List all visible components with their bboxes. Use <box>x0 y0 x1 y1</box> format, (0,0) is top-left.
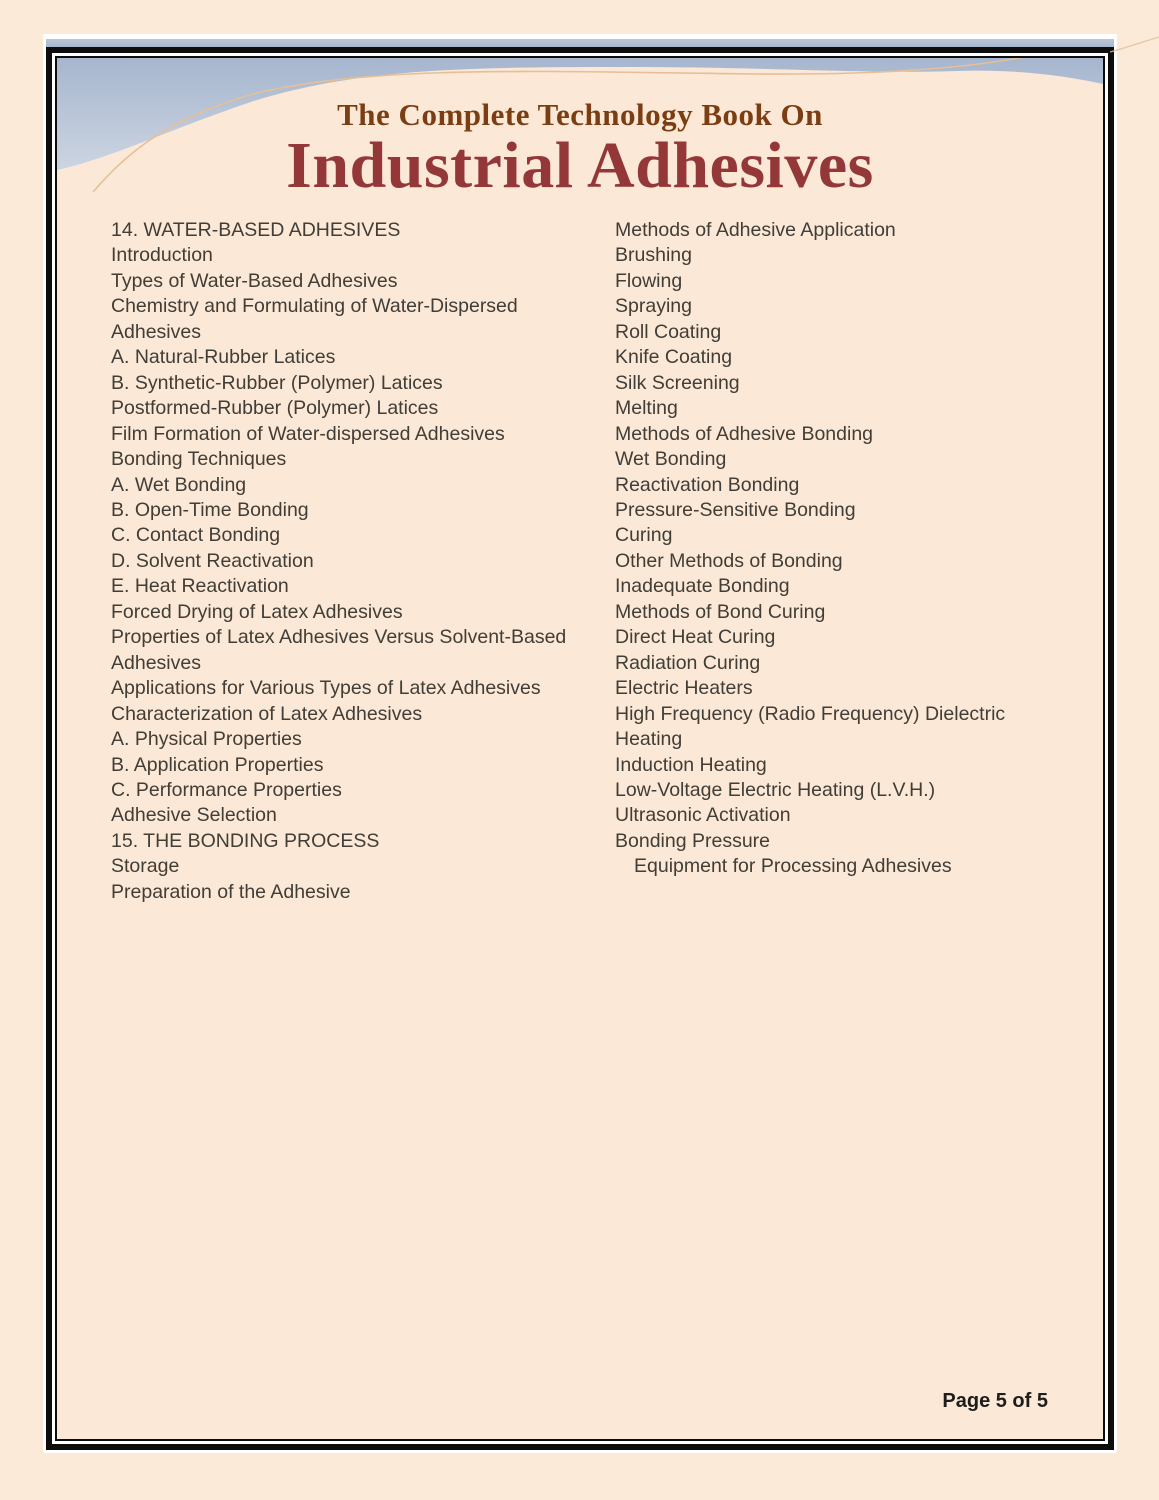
toc-entry: B. Open-Time Bonding <box>111 498 309 521</box>
toc-entry: Forced Drying of Latex Adhesives <box>111 600 403 623</box>
toc-entry: Methods of Adhesive Bonding <box>615 422 874 445</box>
toc-entry: C. Performance Properties <box>111 778 342 801</box>
toc-entry: E. Heat Reactivation <box>111 575 289 598</box>
toc-entry: Methods of Bond Curing <box>615 600 826 623</box>
toc-entry: Wet Bonding <box>615 448 727 471</box>
toc-entry: Electric Heaters <box>615 677 753 700</box>
toc-entry: 15. THE BONDING PROCESS <box>111 829 380 852</box>
toc-entry: Low-Voltage Electric Heating (L.V.H.) <box>615 778 936 801</box>
toc-entry: Methods of Adhesive Application <box>615 219 896 241</box>
toc-entry: Other Methods of Bonding <box>615 549 843 572</box>
toc-entry: Storage <box>111 855 180 878</box>
table-of-contents <box>111 218 1093 905</box>
toc-entry: Heating <box>615 728 683 751</box>
page-frame-inner-border <box>55 56 1105 1441</box>
toc-entry: Melting <box>615 397 678 420</box>
toc-entry: Introduction <box>111 244 213 267</box>
toc-entry: Postformed-Rubber (Polymer) Latices <box>111 397 439 420</box>
toc-entry: D. Solvent Reactivation <box>111 549 314 572</box>
toc-entry: Direct Heat Curing <box>615 626 776 649</box>
toc-entry: Preparation of the Adhesive <box>111 880 351 903</box>
toc-entry: Silk Screening <box>615 371 740 394</box>
toc-entry: Applications for Various Types of Latex Adhesives <box>111 677 541 700</box>
toc-entry: Curing <box>615 524 673 547</box>
page-frame-backplate <box>43 34 1117 1453</box>
toc-entry: Chemistry and Formulating of Water-Dispersed <box>111 295 518 318</box>
toc-entry: Radiation Curing <box>615 651 761 674</box>
toc-column-right <box>615 218 1085 905</box>
toc-entry: B. Application Properties <box>111 753 324 776</box>
toc-entry: Spraying <box>615 295 692 318</box>
toc-entry: Bonding Pressure <box>615 829 771 852</box>
toc-entry: Adhesive Selection <box>111 804 277 827</box>
toc-entry: Equipment for Processing Adhesives <box>634 855 952 878</box>
top-accent-strip <box>46 39 1114 47</box>
series-title: The Complete Technology Book On <box>337 97 823 132</box>
toc-entry: Flowing <box>615 269 683 292</box>
toc-entry: Knife Coating <box>615 346 733 369</box>
toc-entry: Adhesives <box>111 320 201 343</box>
toc-entry: C. Contact Bonding <box>111 524 281 547</box>
book-title: Industrial Adhesives <box>286 129 874 202</box>
toc-entry: Pressure-Sensitive Bonding <box>615 498 856 521</box>
toc-entry: Ultrasonic Activation <box>615 804 791 827</box>
toc-entry: A. Wet Bonding <box>111 473 247 496</box>
toc-entry: Induction Heating <box>615 753 767 776</box>
toc-entry: High Frequency (Radio Frequency) Dielectric <box>615 702 1006 725</box>
toc-entry: Characterization of Latex Adhesives <box>111 702 423 725</box>
toc-entry: 14. WATER-BASED ADHESIVES <box>111 219 401 241</box>
toc-entry: Reactivation Bonding <box>615 473 800 496</box>
page-number-label: Page 5 of 5 <box>942 1390 1048 1412</box>
toc-entry: Inadequate Bonding <box>615 575 790 598</box>
toc-entry: A. Physical Properties <box>111 728 302 751</box>
toc-entry: Types of Water-Based Adhesives <box>111 269 398 292</box>
page-frame-outer-border <box>46 47 1114 1450</box>
toc-entry: A. Natural-Rubber Latices <box>111 346 336 369</box>
toc-entry: Film Formation of Water-dispersed Adhesives <box>111 422 505 445</box>
toc-entry: Brushing <box>615 244 692 267</box>
toc-column-left <box>111 218 615 905</box>
toc-entry: Bonding Techniques <box>111 448 287 471</box>
toc-entry: Roll Coating <box>615 320 722 343</box>
toc-entry: Properties of Latex Adhesives Versus Solvent-Based <box>111 626 567 649</box>
toc-entry: Adhesives <box>111 651 201 674</box>
outer-accent-curve <box>1110 28 1159 62</box>
toc-entry: B. Synthetic-Rubber (Polymer) Latices <box>111 371 443 394</box>
